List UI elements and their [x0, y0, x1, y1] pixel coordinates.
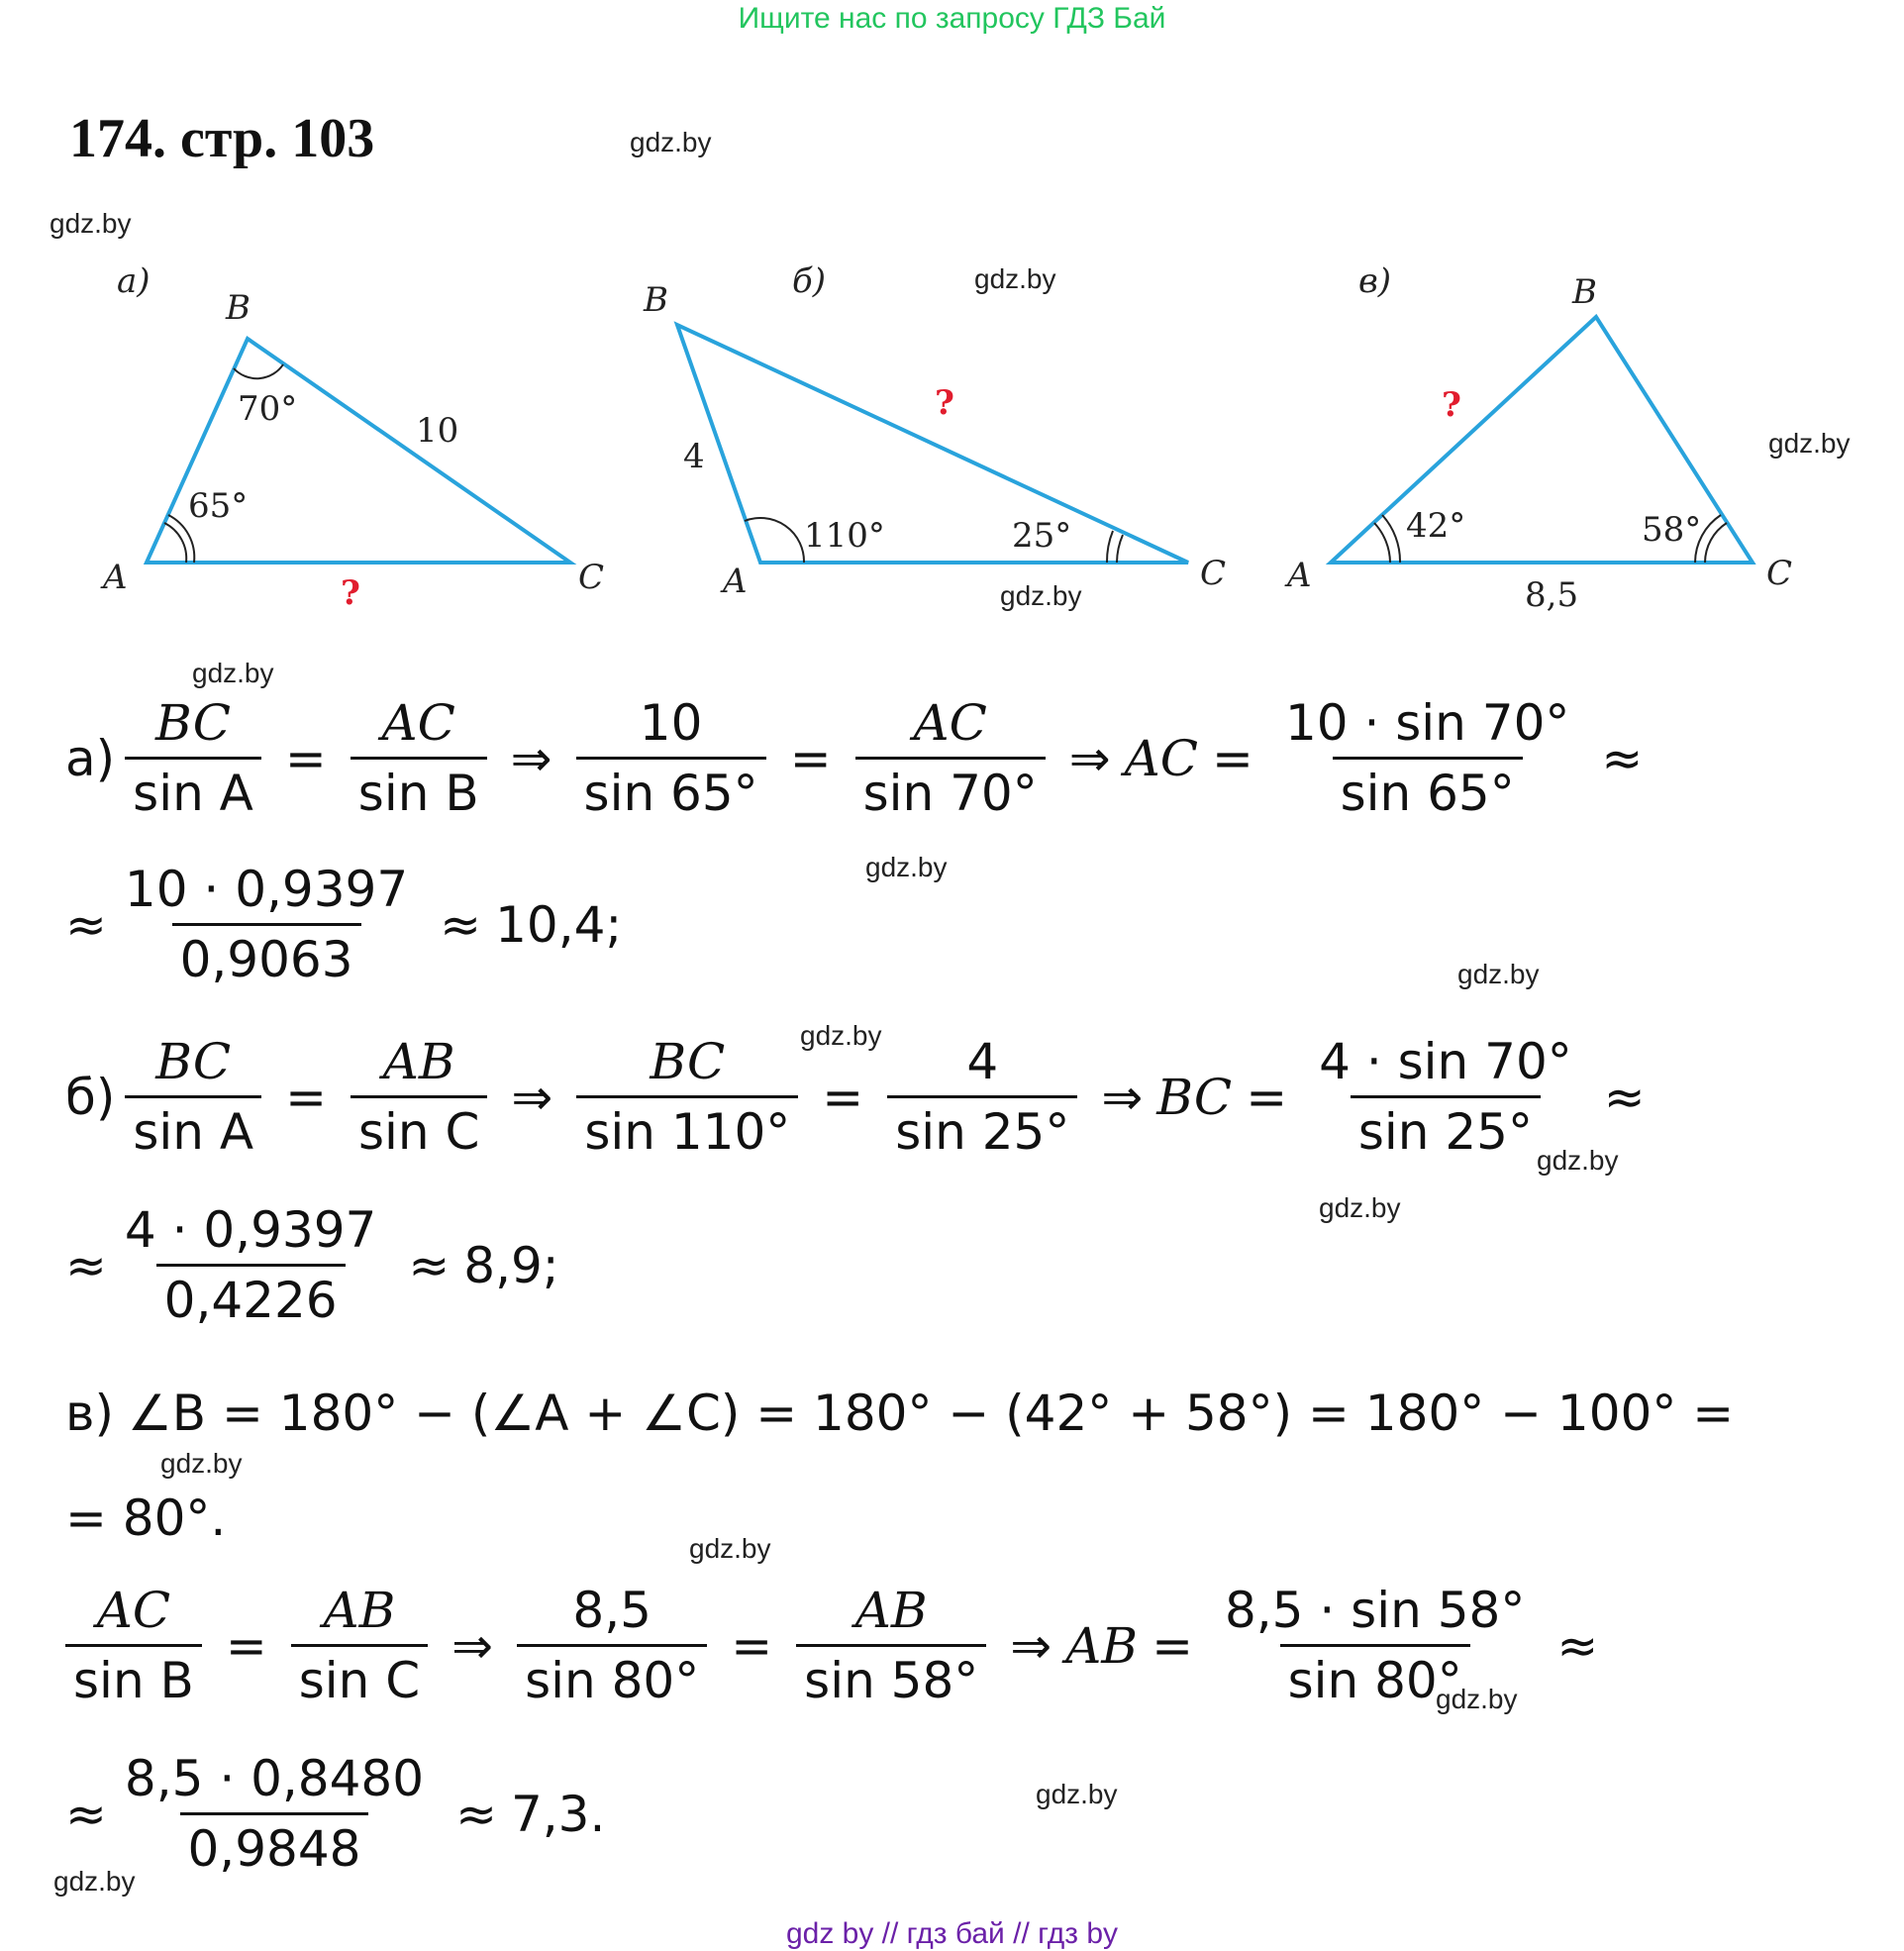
fraction [65, 1581, 202, 1710]
math-token: AC [96, 1582, 171, 1639]
math-token: ⇒ [1068, 729, 1111, 787]
unknown-marker: ? [1442, 385, 1461, 425]
math-token: 0,9063 [172, 923, 361, 989]
math-token: AB [854, 1582, 928, 1639]
watermark: gdz.by [630, 127, 712, 157]
watermark: gdz.by [974, 263, 1056, 294]
watermark: gdz.by [1000, 580, 1082, 611]
fraction [796, 1581, 986, 1710]
math-token: = [285, 1068, 327, 1126]
math-token: sin C [351, 1095, 487, 1162]
angle-label: 42° [1406, 506, 1466, 546]
math-token: 8,9; [463, 1236, 559, 1294]
side-label: 4 [683, 437, 705, 476]
solution-v-line4 [65, 1749, 605, 1879]
unknown-marker: ? [935, 383, 954, 423]
solution-b-line2 [65, 1200, 559, 1330]
math-token: ≈ [440, 895, 482, 954]
math-token: sin 80° [517, 1644, 707, 1710]
fraction [1311, 1032, 1580, 1162]
math-token: ⇒ [1101, 1068, 1144, 1126]
math-token: BC [155, 694, 231, 752]
math-token: 8,5 [572, 1582, 651, 1639]
fraction [117, 860, 416, 989]
math-token: ≈ [1556, 1616, 1599, 1675]
vertex-label: A [723, 562, 748, 601]
math-token: = [225, 1616, 267, 1675]
watermark: gdz.by [1436, 1684, 1518, 1714]
watermark: gdz.by [689, 1533, 771, 1564]
angle-label: 25° [1012, 516, 1072, 556]
math-token: 4 · 0,9397 [124, 1201, 377, 1259]
math-token: BC [155, 1033, 232, 1090]
math-token: 10 [639, 694, 703, 752]
math-token: ≈ [408, 1236, 451, 1294]
item-label: б) [65, 1068, 116, 1126]
solution-a-line1 [65, 693, 1656, 823]
math-token: 4 [966, 1033, 999, 1090]
solution-v-line2 [65, 1489, 226, 1547]
math-token: BC [1156, 1068, 1233, 1126]
math-token: ≈ [1603, 1068, 1646, 1126]
math-token: 7,3. [510, 1785, 606, 1843]
fraction [125, 1032, 261, 1162]
fraction [576, 1032, 798, 1162]
math-token: = [1152, 1616, 1193, 1675]
vertex-label: A [1287, 556, 1312, 595]
fraction [576, 693, 766, 823]
triangle-b [643, 261, 1226, 601]
math-token: 10 · 0,9397 [124, 861, 409, 918]
math-token: ⇒ [451, 1616, 494, 1675]
math-token: BC [650, 1033, 726, 1090]
math-token: sin 80° [1280, 1644, 1470, 1710]
math-token: sin 25° [887, 1095, 1077, 1162]
math-token: sin 65° [576, 757, 766, 823]
math-token: ⇒ [510, 729, 552, 787]
watermark: gdz.by [53, 1866, 136, 1897]
vertex-label: C [578, 558, 605, 597]
triangle-b-shape [677, 325, 1188, 563]
angle-label: 70° [238, 389, 298, 429]
math-token: = 80°. [65, 1489, 227, 1547]
vertex-label: B [644, 280, 668, 320]
top-banner: Ищите нас по запросу ГДЗ Бай [738, 2, 1166, 35]
solution-a-line2 [65, 860, 622, 989]
math-token: sin 65° [1333, 757, 1523, 823]
vertex-label: C [1200, 554, 1227, 593]
angle-equation: ∠B = 180° − (∠A + ∠C) = 180° − (42° + 58°) = 180° − 100° = [127, 1385, 1735, 1442]
solution-v-line1 [65, 1385, 1734, 1442]
watermark: gdz.by [50, 208, 132, 239]
math-token: sin B [351, 757, 487, 823]
math-token: = [284, 729, 327, 787]
watermark: gdz.by [1768, 428, 1851, 459]
vertex-label: A [103, 558, 128, 597]
figure-letter: б) [792, 261, 827, 301]
watermark: gdz.by [160, 1448, 243, 1479]
watermark: gdz.by [1036, 1779, 1118, 1809]
math-token: sin 70° [855, 757, 1046, 823]
math-token: = [789, 729, 832, 787]
footer-links: gdz by // гдз бай // гдз by [785, 1917, 1119, 1950]
math-token: AB [382, 1033, 455, 1090]
math-token: sin C [291, 1644, 428, 1710]
page-title: 174. стр. 103 [69, 108, 375, 169]
math-token: = [731, 1616, 773, 1675]
fraction [351, 693, 487, 823]
side-label: 10 [416, 411, 459, 451]
angle-arc [1374, 523, 1390, 563]
unknown-marker: ? [341, 573, 360, 613]
math-token: = [1246, 1068, 1288, 1126]
vertex-label: B [1572, 272, 1597, 312]
angle-arc [1117, 535, 1123, 563]
fraction [887, 1032, 1077, 1162]
figure-letter: в) [1358, 261, 1392, 301]
watermark: gdz.by [1457, 959, 1540, 989]
math-token: 0,9848 [180, 1812, 369, 1879]
triangle-v [1284, 261, 1792, 615]
item-label: а) [65, 729, 116, 787]
fraction [1217, 1581, 1533, 1710]
math-token: ≈ [1601, 729, 1644, 787]
math-token: 4 · sin 70° [1319, 1033, 1572, 1090]
math-token: 0,4226 [156, 1264, 346, 1330]
vertex-label: C [1766, 554, 1793, 593]
math-token: ≈ [455, 1785, 497, 1843]
watermark: gdz.by [800, 1020, 882, 1051]
fraction [517, 1581, 707, 1710]
math-token: AC [1124, 729, 1199, 787]
math-token: sin 110° [576, 1095, 798, 1162]
math-token: ≈ [65, 1785, 107, 1843]
math-token: 10,4; [495, 895, 623, 954]
watermark: gdz.by [1319, 1192, 1401, 1223]
fraction [117, 1749, 432, 1879]
vertex-label: B [226, 288, 251, 328]
math-token: = [822, 1068, 864, 1126]
angle-arc [164, 523, 186, 563]
solution-b-line1 [65, 1032, 1659, 1162]
fraction [855, 693, 1046, 823]
figure-letter: а) [117, 261, 150, 301]
math-token: ≈ [65, 895, 107, 954]
fraction [291, 1581, 428, 1710]
angle-label: 58° [1642, 510, 1702, 550]
math-token: ⇒ [511, 1068, 553, 1126]
math-token: 8,5 · sin 58° [1224, 1582, 1526, 1639]
watermark: gdz.by [192, 658, 274, 688]
angle-label: 110° [804, 516, 885, 556]
math-token: AC [381, 694, 455, 752]
angle-arc [1107, 531, 1113, 563]
triangle-a-shape [147, 339, 570, 563]
math-token: AC [913, 694, 987, 752]
math-token: 10 · sin 70° [1284, 694, 1570, 752]
math-token: 8,5 · 0,8480 [124, 1750, 425, 1807]
math-token: sin B [65, 1644, 202, 1710]
math-token: AB [1065, 1616, 1139, 1675]
angle-label: 65° [188, 486, 249, 526]
triangle-figures [0, 248, 1904, 624]
fraction [1277, 693, 1577, 823]
solution-v-line3 [65, 1581, 1612, 1710]
math-token: ≈ [65, 1236, 107, 1294]
math-token: sin A [125, 1095, 261, 1162]
fraction [117, 1200, 384, 1330]
math-token: sin 25° [1351, 1095, 1541, 1162]
watermark: gdz.by [865, 852, 948, 882]
angle-arc [1705, 523, 1727, 563]
math-token: AB [323, 1582, 396, 1639]
triangle-a [100, 261, 604, 613]
math-token: sin 58° [796, 1644, 986, 1710]
fraction [351, 1032, 487, 1162]
angle-arc [234, 364, 283, 378]
math-token: = [1212, 729, 1253, 787]
side-label: 8,5 [1525, 575, 1579, 615]
item-label: в) [65, 1385, 114, 1442]
math-token: sin A [125, 757, 261, 823]
fraction [125, 693, 261, 823]
watermark: gdz.by [1537, 1145, 1619, 1176]
math-token: ⇒ [1010, 1616, 1052, 1675]
